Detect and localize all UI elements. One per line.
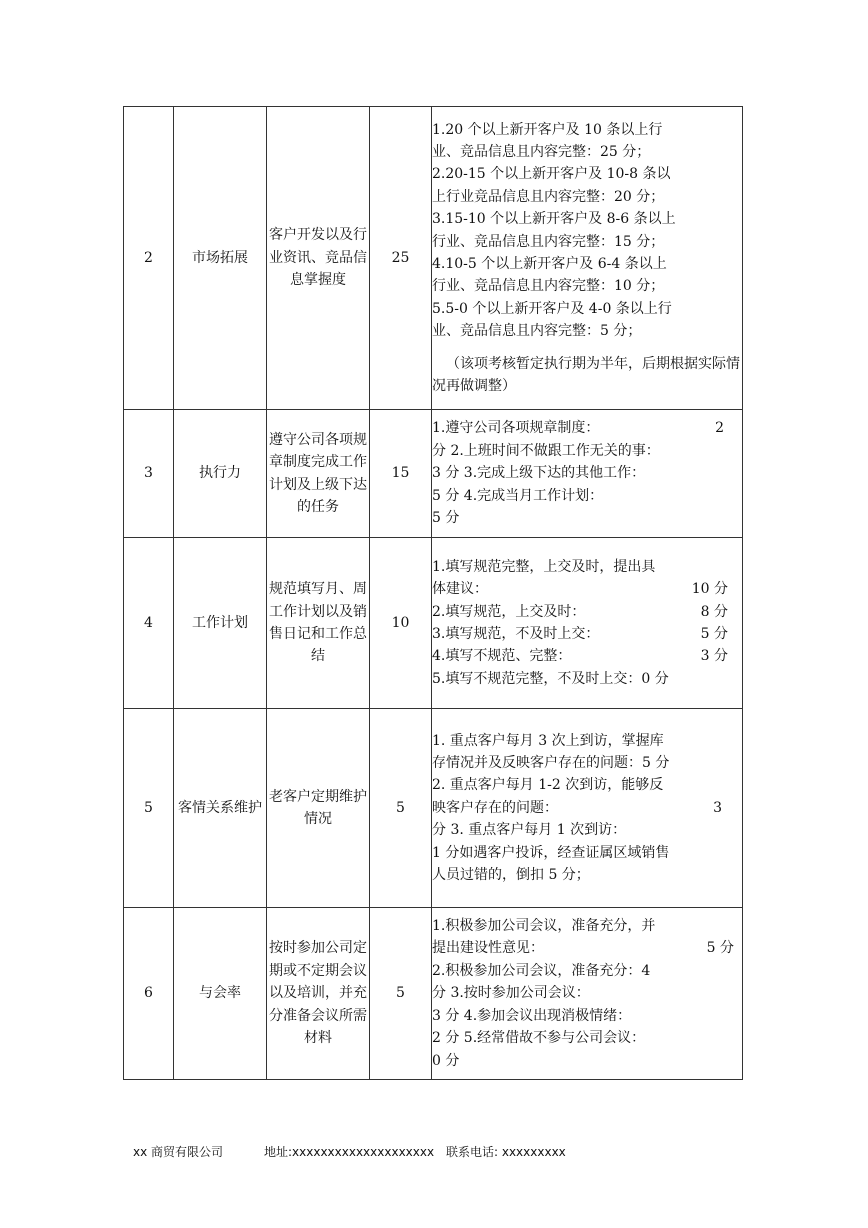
standard-line: 5 分 — [432, 510, 460, 527]
standard-line: 2.20-15 个以上新开客户及 10-8 条以 — [432, 166, 671, 183]
row-number: 6 — [124, 908, 174, 1080]
standard-line: 人员过错的，倒扣 5 分； — [432, 867, 590, 884]
standard-line: 分 3. 重点客户每月 1 次到访： — [432, 822, 627, 839]
standard-note: （该项考核暂定执行期为半年，后期根据实际情况再做调整） — [432, 355, 740, 395]
standard-line: 行业、竞品信息且内容完整：10 分； — [432, 278, 665, 295]
standard-line: 2 分 5.经常借故不参与公司会议： — [432, 1030, 646, 1047]
scoring-standard — [432, 538, 743, 709]
row-number: 2 — [124, 107, 174, 410]
score: 25 — [370, 107, 432, 410]
standard-line: 0 分 — [432, 1052, 460, 1069]
score: 5 — [370, 908, 432, 1080]
standard-line: 3 分 3.完成上级下达的其他工作： — [432, 465, 646, 482]
table-row — [124, 538, 743, 709]
standard-line: 2.积极参加公司会议，准备充分：4 — [432, 962, 651, 979]
standard-line: 5 分 4.完成当月工作计划： — [432, 487, 604, 504]
standard-line: 体建议： 10 分 — [432, 581, 728, 598]
standard-line: 分 2.上班时间不做跟工作无关的事： — [432, 442, 660, 459]
standard-line: 上行业竞品信息且内容完整：20 分； — [432, 188, 665, 205]
standard-line: 业、竞品信息且内容完整：25 分； — [432, 143, 651, 160]
standard-line: 3.15-10 个以上新开客户及 8-6 条以上 — [432, 211, 676, 228]
standard-line: 3 分 4.参加会议出现消极情绪： — [432, 1007, 632, 1024]
table-row — [124, 709, 743, 908]
page-footer — [133, 1143, 566, 1160]
standard-line: 1 分如遇客户投诉，经查证属区域销售 — [432, 844, 670, 861]
table-row — [124, 908, 743, 1080]
standard-line: 映客户存在的问题： 3 — [432, 799, 722, 816]
standard-line: 3.填写规范，不及时上交： 5 分 — [432, 626, 728, 642]
footer-phone: 联系电话: xxxxxxxxx — [446, 1145, 566, 1159]
scoring-standard — [432, 709, 743, 908]
footer-company: xx 商贸有限公司 — [133, 1145, 224, 1159]
standard-line: 1.遵守公司各项规章制度： 2 — [432, 420, 724, 437]
standard-line: 行业、竞品信息且内容完整：15 分； — [432, 233, 665, 250]
table-row — [124, 107, 743, 410]
standard-line: 1.填写规范完整，上交及时，提出具 — [432, 558, 656, 575]
score: 10 — [370, 538, 432, 709]
assessment-content: 规范填写月、周工作计划以及销售日记和工作总结 — [267, 538, 370, 709]
assessment-item: 与会率 — [174, 908, 267, 1080]
standard-line: 4.10-5 个以上新开客户及 6-4 条以上 — [432, 256, 667, 272]
assessment-content: 客户开发以及行业资讯、竞品信息掌握度 — [267, 107, 370, 410]
row-number: 5 — [124, 709, 174, 908]
table-row — [124, 410, 743, 538]
standard-line: 2. 重点客户每月 1-2 次到访，能够反 — [432, 777, 664, 794]
assessment-content: 遵守公司各项规章制度完成工作计划及上级下达的任务 — [267, 410, 370, 538]
assessment-content: 按时参加公司定期或不定期会议以及培训，并充分准备会议所需材料 — [267, 908, 370, 1080]
standard-line: 提出建设性意见： 5 分 — [432, 940, 734, 957]
standard-line: 存情况并及反映客户存在的问题：5 分 — [432, 754, 670, 771]
standard-line: 业、竞品信息且内容完整：5 分； — [432, 323, 642, 340]
row-number: 3 — [124, 410, 174, 538]
assessment-item: 市场拓展 — [174, 107, 267, 410]
score: 5 — [370, 709, 432, 908]
scoring-standard — [432, 410, 743, 538]
assessment-content: 老客户定期维护情况 — [267, 709, 370, 908]
standard-line: 2.填写规范，上交及时： 8 分 — [432, 603, 728, 620]
standard-line: 5.填写不规范完整，不及时上交：0 分 — [432, 670, 669, 687]
assessment-item: 客情关系维护 — [174, 709, 267, 908]
assessment-table — [123, 106, 743, 1080]
standard-line: 1.积极参加公司会议，准备充分，并 — [432, 918, 656, 935]
standard-line: 4.填写不规范、完整： 3 分 — [432, 648, 728, 665]
assessment-item: 执行力 — [174, 410, 267, 538]
scoring-standard — [432, 908, 743, 1080]
score: 15 — [370, 410, 432, 538]
standard-line: 分 3.按时参加公司会议： — [432, 985, 590, 1002]
standard-line: 1.20 个以上新开客户及 10 条以上行 — [432, 121, 663, 138]
row-number: 4 — [124, 538, 174, 709]
scoring-standard — [432, 107, 743, 410]
standard-line: 1. 重点客户每月 3 次上到访，掌握库 — [432, 732, 664, 749]
footer-address: 地址:xxxxxxxxxxxxxxxxxxxx — [264, 1145, 435, 1159]
standard-line: 5.5-0 个以上新开客户及 4-0 条以上行 — [432, 300, 672, 317]
assessment-item: 工作计划 — [174, 538, 267, 709]
